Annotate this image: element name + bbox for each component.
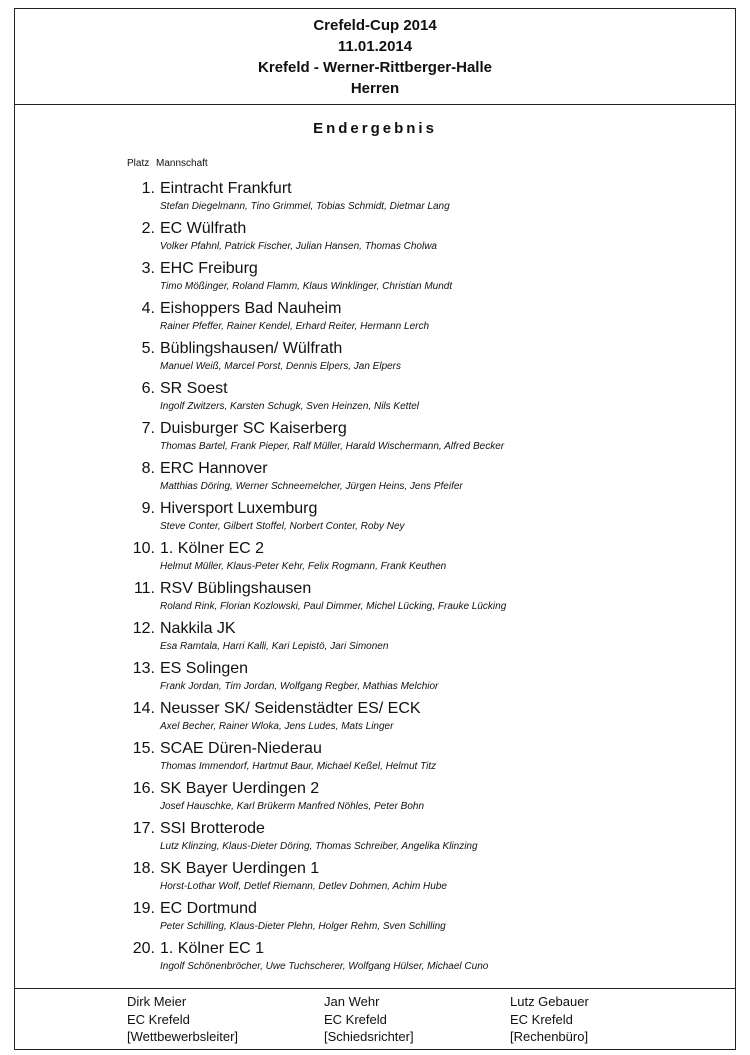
result-team: SK Bayer Uerdingen 2: [160, 780, 320, 797]
result-members: Matthias Döring, Werner Schneemelcher, Jürgen Heins, Jens Pfeifer: [160, 481, 463, 492]
official-role: [Schiedsrichter]: [324, 1029, 414, 1044]
official-referee: [324, 993, 414, 1046]
result-members: Josef Hauschke, Karl Brükerm Manfred Nöhles, Peter Bohn: [160, 801, 425, 812]
result-team: 1. Kölner EC 2: [160, 540, 265, 557]
result-row: [15, 219, 735, 259]
results-section: [15, 104, 735, 988]
result-members: Horst-Lothar Wolf, Detlef Riemann, Detlev Dohmen, Achim Hube: [160, 881, 447, 892]
official-role: [Wettbewerbsleiter]: [127, 1029, 239, 1044]
result-team: SSI Brotterode: [160, 820, 265, 837]
result-team: RSV Büblingshausen: [160, 580, 312, 597]
result-row: [15, 619, 735, 659]
result-members: Timo Mößinger, Roland Flamm, Klaus Winklinger, Christian Mundt: [160, 281, 453, 292]
result-rank: 4.: [141, 300, 155, 317]
event-venue: Krefeld - Werner-Rittberger-Halle: [258, 59, 492, 76]
result-members: Rainer Pfeffer, Rainer Kendel, Erhard Reiter, Hermann Lerch: [160, 321, 430, 332]
result-row: [15, 379, 735, 419]
results-list: [15, 179, 735, 979]
event-title: Crefeld-Cup 2014: [313, 17, 437, 34]
result-team: SR Soest: [160, 380, 228, 397]
result-members: Axel Becher, Rainer Wloka, Jens Ludes, Mats Linger: [160, 721, 394, 732]
result-members: Ingolf Zwitzers, Karsten Schugk, Sven Heinzen, Nils Kettel: [160, 401, 420, 412]
official-club: EC Krefeld: [510, 1011, 573, 1027]
result-rank: 20.: [132, 940, 155, 957]
result-members: Stefan Diegelmann, Tino Grimmel, Tobias Schmidt, Dietmar Lang: [160, 201, 450, 212]
result-rank: 6.: [141, 380, 155, 397]
result-members: Thomas Immendorf, Hartmut Baur, Michael Keßel, Helmut Titz: [160, 761, 437, 772]
result-team: EC Wülfrath: [160, 220, 247, 237]
result-rank: 5.: [141, 340, 155, 357]
column-header-place: Platz: [127, 158, 150, 169]
official-name: Lutz Gebauer: [510, 994, 589, 1009]
result-rank: 14.: [132, 700, 155, 717]
result-row: [15, 419, 735, 459]
document-frame: [14, 8, 736, 1050]
result-team: Duisburger SC Kaiserberg: [160, 420, 347, 437]
result-team: Büblingshausen/ Wülfrath: [160, 340, 343, 357]
official-role: [Rechenbüro]: [510, 1029, 589, 1044]
official-name: Jan Wehr: [324, 994, 380, 1009]
result-row: [15, 659, 735, 699]
result-rank: 17.: [132, 820, 155, 837]
result-row: [15, 299, 735, 339]
result-members: Roland Rink, Florian Kozlowski, Paul Dimmer, Michel Lücking, Frauke Lücking: [160, 601, 507, 612]
result-row: [15, 819, 735, 859]
officials-footer: [15, 988, 735, 1051]
result-members: Manuel Weiß, Marcel Porst, Dennis Elpers, Jan Elpers: [160, 361, 402, 372]
result-row: [15, 899, 735, 939]
result-rank: 1.: [141, 180, 155, 197]
result-row: [15, 699, 735, 739]
official-club: EC Krefeld: [127, 1011, 190, 1027]
result-members: Peter Schilling, Klaus-Dieter Plehn, Holger Rehm, Sven Schilling: [160, 921, 446, 932]
result-rank: 10.: [132, 540, 155, 557]
document-header: [15, 9, 735, 105]
result-rank: 18.: [132, 860, 155, 877]
result-team: Neusser SK/ Seidenstädter ES/ ECK: [160, 700, 421, 717]
result-members: Lutz Klinzing, Klaus-Dieter Döring, Thomas Schreiber, Angelika Klinzing: [160, 841, 478, 852]
result-rank: 13.: [132, 660, 155, 677]
result-team: Hiversport Luxemburg: [160, 500, 318, 517]
result-row: [15, 539, 735, 579]
result-rank: 2.: [141, 220, 155, 237]
result-row: [15, 579, 735, 619]
result-team: SK Bayer Uerdingen 1: [160, 860, 320, 877]
result-members: Thomas Bartel, Frank Pieper, Ralf Müller, Harald Wischermann, Alfred Becker: [160, 441, 505, 452]
result-row: [15, 859, 735, 899]
result-row: [15, 179, 735, 219]
result-members: Volker Pfahnl, Patrick Fischer, Julian Hansen, Thomas Cholwa: [160, 241, 437, 252]
result-row: [15, 779, 735, 819]
result-team: ES Solingen: [160, 660, 249, 677]
results-title: Endergebnis: [313, 120, 437, 137]
result-rank: 7.: [141, 420, 155, 437]
result-members: Frank Jordan, Tim Jordan, Wolfgang Regber, Mathias Melchior: [160, 681, 439, 692]
result-team: 1. Kölner EC 1: [160, 940, 265, 957]
result-members: Esa Ramtala, Harri Kalli, Kari Lepistö, Jari Simonen: [160, 641, 389, 652]
official-name: Dirk Meier: [127, 994, 187, 1009]
result-row: [15, 499, 735, 539]
result-rank: 19.: [132, 900, 155, 917]
column-header-team: Mannschaft: [156, 158, 208, 169]
result-team: EHC Freiburg: [160, 260, 258, 277]
result-row: [15, 739, 735, 779]
result-team: Nakkila JK: [160, 620, 236, 637]
result-members: Ingolf Schönenbröcher, Uwe Tuchscherer, Wolfgang Hülser, Michael Cuno: [160, 961, 489, 972]
official-club: EC Krefeld: [324, 1011, 387, 1027]
official-competition-director: [127, 993, 238, 1046]
result-team: ERC Hannover: [160, 460, 268, 477]
event-category: Herren: [350, 80, 400, 97]
result-row: [15, 459, 735, 499]
result-team: Eintracht Frankfurt: [160, 180, 292, 197]
result-rank: 9.: [141, 500, 155, 517]
result-rank: 15.: [132, 740, 155, 757]
result-rank: 12.: [132, 620, 155, 637]
result-row: [15, 939, 735, 979]
result-members: Steve Conter, Gilbert Stoffel, Norbert Conter, Roby Ney: [160, 521, 405, 532]
result-team: Eishoppers Bad Nauheim: [160, 300, 342, 317]
result-row: [15, 259, 735, 299]
column-headers: [127, 158, 212, 169]
result-rank: 3.: [141, 260, 155, 277]
result-team: SCAE Düren-Niederau: [160, 740, 322, 757]
event-date: 11.01.2014: [337, 38, 413, 55]
official-scoring-office: [510, 993, 589, 1046]
result-team: EC Dortmund: [160, 900, 257, 917]
result-rank: 16.: [132, 780, 155, 797]
result-rank: 8.: [141, 460, 155, 477]
result-rank: 11.: [133, 580, 155, 597]
result-row: [15, 339, 735, 379]
result-members: Helmut Müller, Klaus-Peter Kehr, Felix Rogmann, Frank Keuthen: [160, 561, 447, 572]
